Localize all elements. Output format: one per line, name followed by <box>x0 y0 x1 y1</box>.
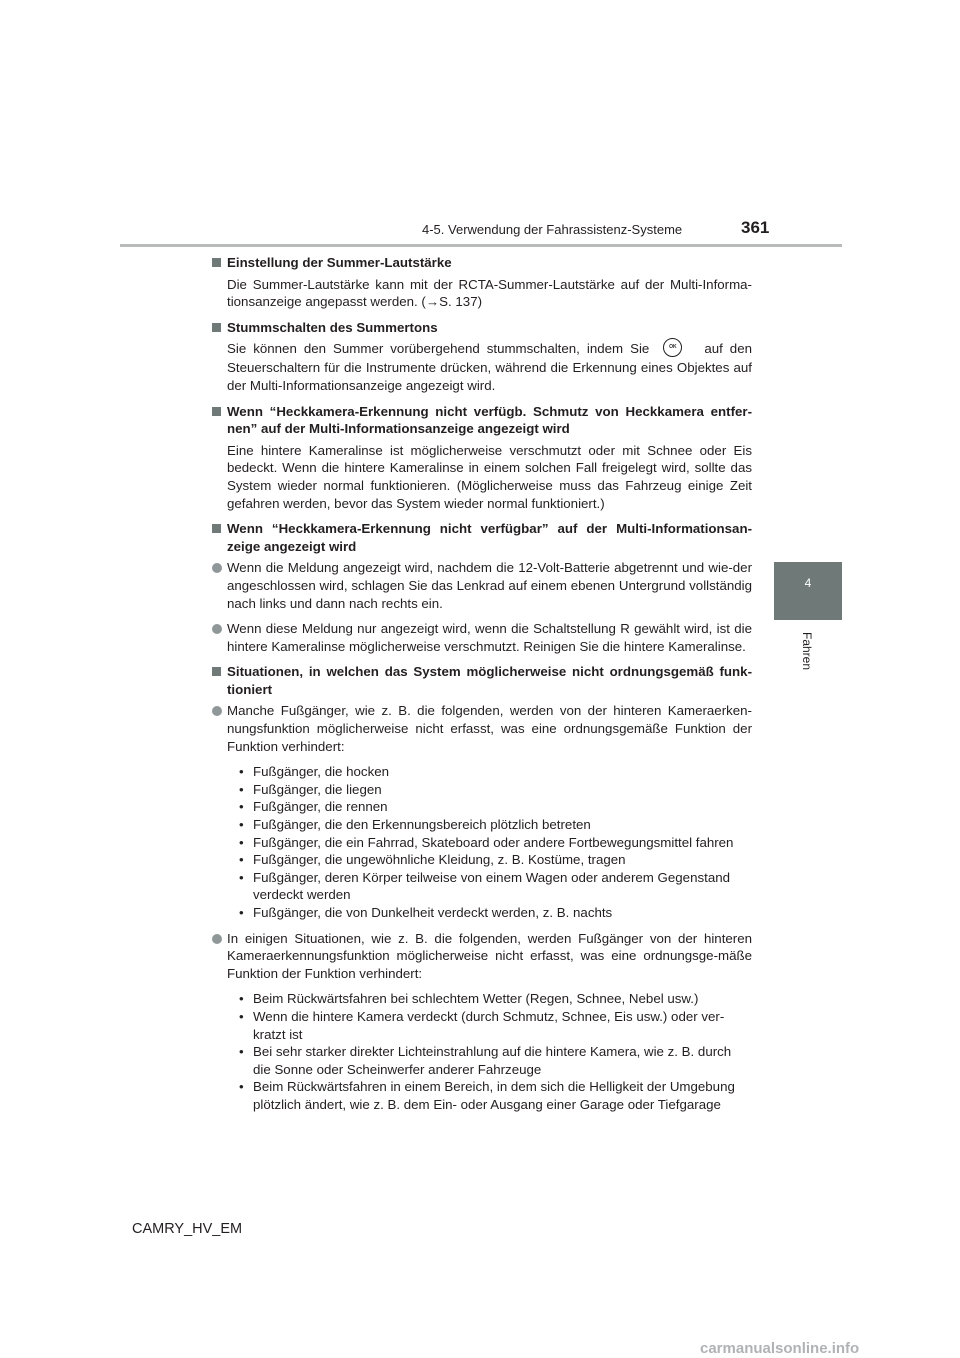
section-heading: Einstellung der Summer-Lautstärke <box>210 254 752 272</box>
chapter-tab <box>774 562 842 620</box>
list-item: Wenn die Meldung angezeigt wird, nachdem die 12-Volt-Batterie abgetrennt und wie-der angeschlossen wird, schlagen Sie das Lenkrad auf einem ebenen Untergrund vollständig nach links und dann nach rechts ein. <box>210 559 752 612</box>
list-item: • Beim Rückwärtsfahren bei schlechtem Wetter (Regen, Schnee, Nebel usw.) <box>253 990 752 1008</box>
manual-code: CAMRY_HV_EM <box>132 1221 243 1237</box>
list-item: • Beim Rückwärtsfahren in einem Bereich, in dem sich die Helligkeit der Umgebung plötzlich ändert, wie z. B. dem Ein- oder Ausgang einer Garage oder Tiefgarage <box>253 1078 752 1113</box>
square-bullet-icon <box>212 323 221 332</box>
ok-button-icon: OK <box>663 338 682 357</box>
section-summer-volume <box>210 254 752 311</box>
circle-bullet-icon <box>212 563 222 573</box>
list-item: • Fußgänger, die ein Fahrrad, Skateboard oder andere Fortbewegungsmittel fahren <box>253 834 752 852</box>
section-heading: Situationen, in welchen das System möglicherweise nicht ordnungsgemäß funk-tioniert <box>210 663 752 698</box>
square-bullet-icon <box>212 667 221 676</box>
square-bullet-icon <box>212 524 221 533</box>
list-item: • Fußgänger, deren Körper teilweise von einem Wagen oder anderem Gegenstand verdeckt werden <box>253 869 752 904</box>
list-item: Wenn diese Meldung nur angezeigt wird, wenn die Schaltstellung R gewählt wird, ist die hintere Kameralinse möglicherweise verschmutzt. Reinigen Sie die hintere Kameralinse. <box>210 620 752 655</box>
list-item: • Bei sehr starker direkter Lichteinstrahlung auf die hintere Kamera, wie z. B. durch die Sonne oder Scheinwerfer anderer Fahrzeuge <box>253 1043 752 1078</box>
circle-bullet-icon <box>212 624 222 634</box>
section-camera-dirty <box>210 403 752 513</box>
section-malfunction-situations <box>210 663 752 1113</box>
square-bullet-icon <box>212 258 221 267</box>
list-item: • Fußgänger, die den Erkennungsbereich plötzlich betreten <box>253 816 752 834</box>
watermark: carmanualsonline.info <box>700 1340 860 1357</box>
section-heading: Wenn “Heckkamera-Erkennung nicht verfügb. Schmutz von Heckkamera entfer-nen” auf der Multi-Informationsanzeige angezeigt wird <box>210 403 752 438</box>
square-bullet-icon <box>212 407 221 416</box>
section-heading: Wenn “Heckkamera-Erkennung nicht verfügbar” auf der Multi-Informationsan-zeige angezeigt wird <box>210 520 752 555</box>
page-content <box>210 254 752 1122</box>
list-item: • Fußgänger, die von Dunkelheit verdeckt werden, z. B. nachts <box>253 904 752 922</box>
header-divider <box>120 244 842 247</box>
section-text: Eine hintere Kameralinse ist möglicherweise verschmutzt oder mit Schnee oder Eis bedeckt. Wenn die hintere Kameralinse in einem solchen Fall freigelegt wird, sollte das System wieder normal funktionieren. (Möglicherweise muss das Fahrzeug einige Zeit gefahren werden, bevor das System wieder normal funktioniert.) <box>227 442 752 511</box>
section-text: Die Summer-Lautstärke kann mit der RCTA-Summer-Lautstärke auf der Multi-Informa-tionsanzeige angepasst werden. (→S. 137) <box>227 276 752 310</box>
pedestrian-list <box>210 763 752 921</box>
list-item: • Fußgänger, die liegen <box>253 781 752 799</box>
section-mute-buzzer <box>210 319 752 395</box>
circle-bullet-icon <box>212 706 222 716</box>
circle-bullet-icon <box>212 934 222 944</box>
list-item: In einigen Situationen, wie z. B. die folgenden, werden Fußgänger von der hinteren Kameraerkennungsfunktion möglicherweise nicht erfasst, was eine ordnungsge-mäße Funktion der Funktion verhindert: <box>210 930 752 983</box>
list-item: • Fußgänger, die ungewöhnliche Kleidung, z. B. Kostüme, tragen <box>253 851 752 869</box>
list-item: • Fußgänger, die hocken <box>253 763 752 781</box>
section-camera-unavailable <box>210 520 752 655</box>
section-header: 4-5. Verwendung der Fahrassistenz-Systeme <box>422 222 683 237</box>
list-item: • Wenn die hintere Kamera verdeckt (durch Schmutz, Schnee, Eis usw.) oder ver-kratzt ist <box>253 1008 752 1043</box>
list-item: Manche Fußgänger, wie z. B. die folgenden, werden von der hinteren Kameraerken-nungsfunktion möglicherweise nicht erfasst, was eine ordnungsgemäße Funktion der Funktion verhindert: <box>210 702 752 755</box>
page-number: 361 <box>741 218 770 237</box>
chapter-tab-label: Fahren <box>800 632 814 671</box>
list-item: • Fußgänger, die rennen <box>253 798 752 816</box>
chapter-tab-number: 4 <box>804 576 812 590</box>
situation-list <box>210 990 752 1113</box>
section-heading: Stummschalten des Summertons <box>210 319 752 337</box>
section-text: Sie können den Summer vorübergehend stummschalten, indem Sie OK auf den Steuerschaltern für die Instrumente drücken, während die Erkennung eines Objektes auf der Multi-Informationsanzeige angezeigt wird. <box>210 340 752 394</box>
